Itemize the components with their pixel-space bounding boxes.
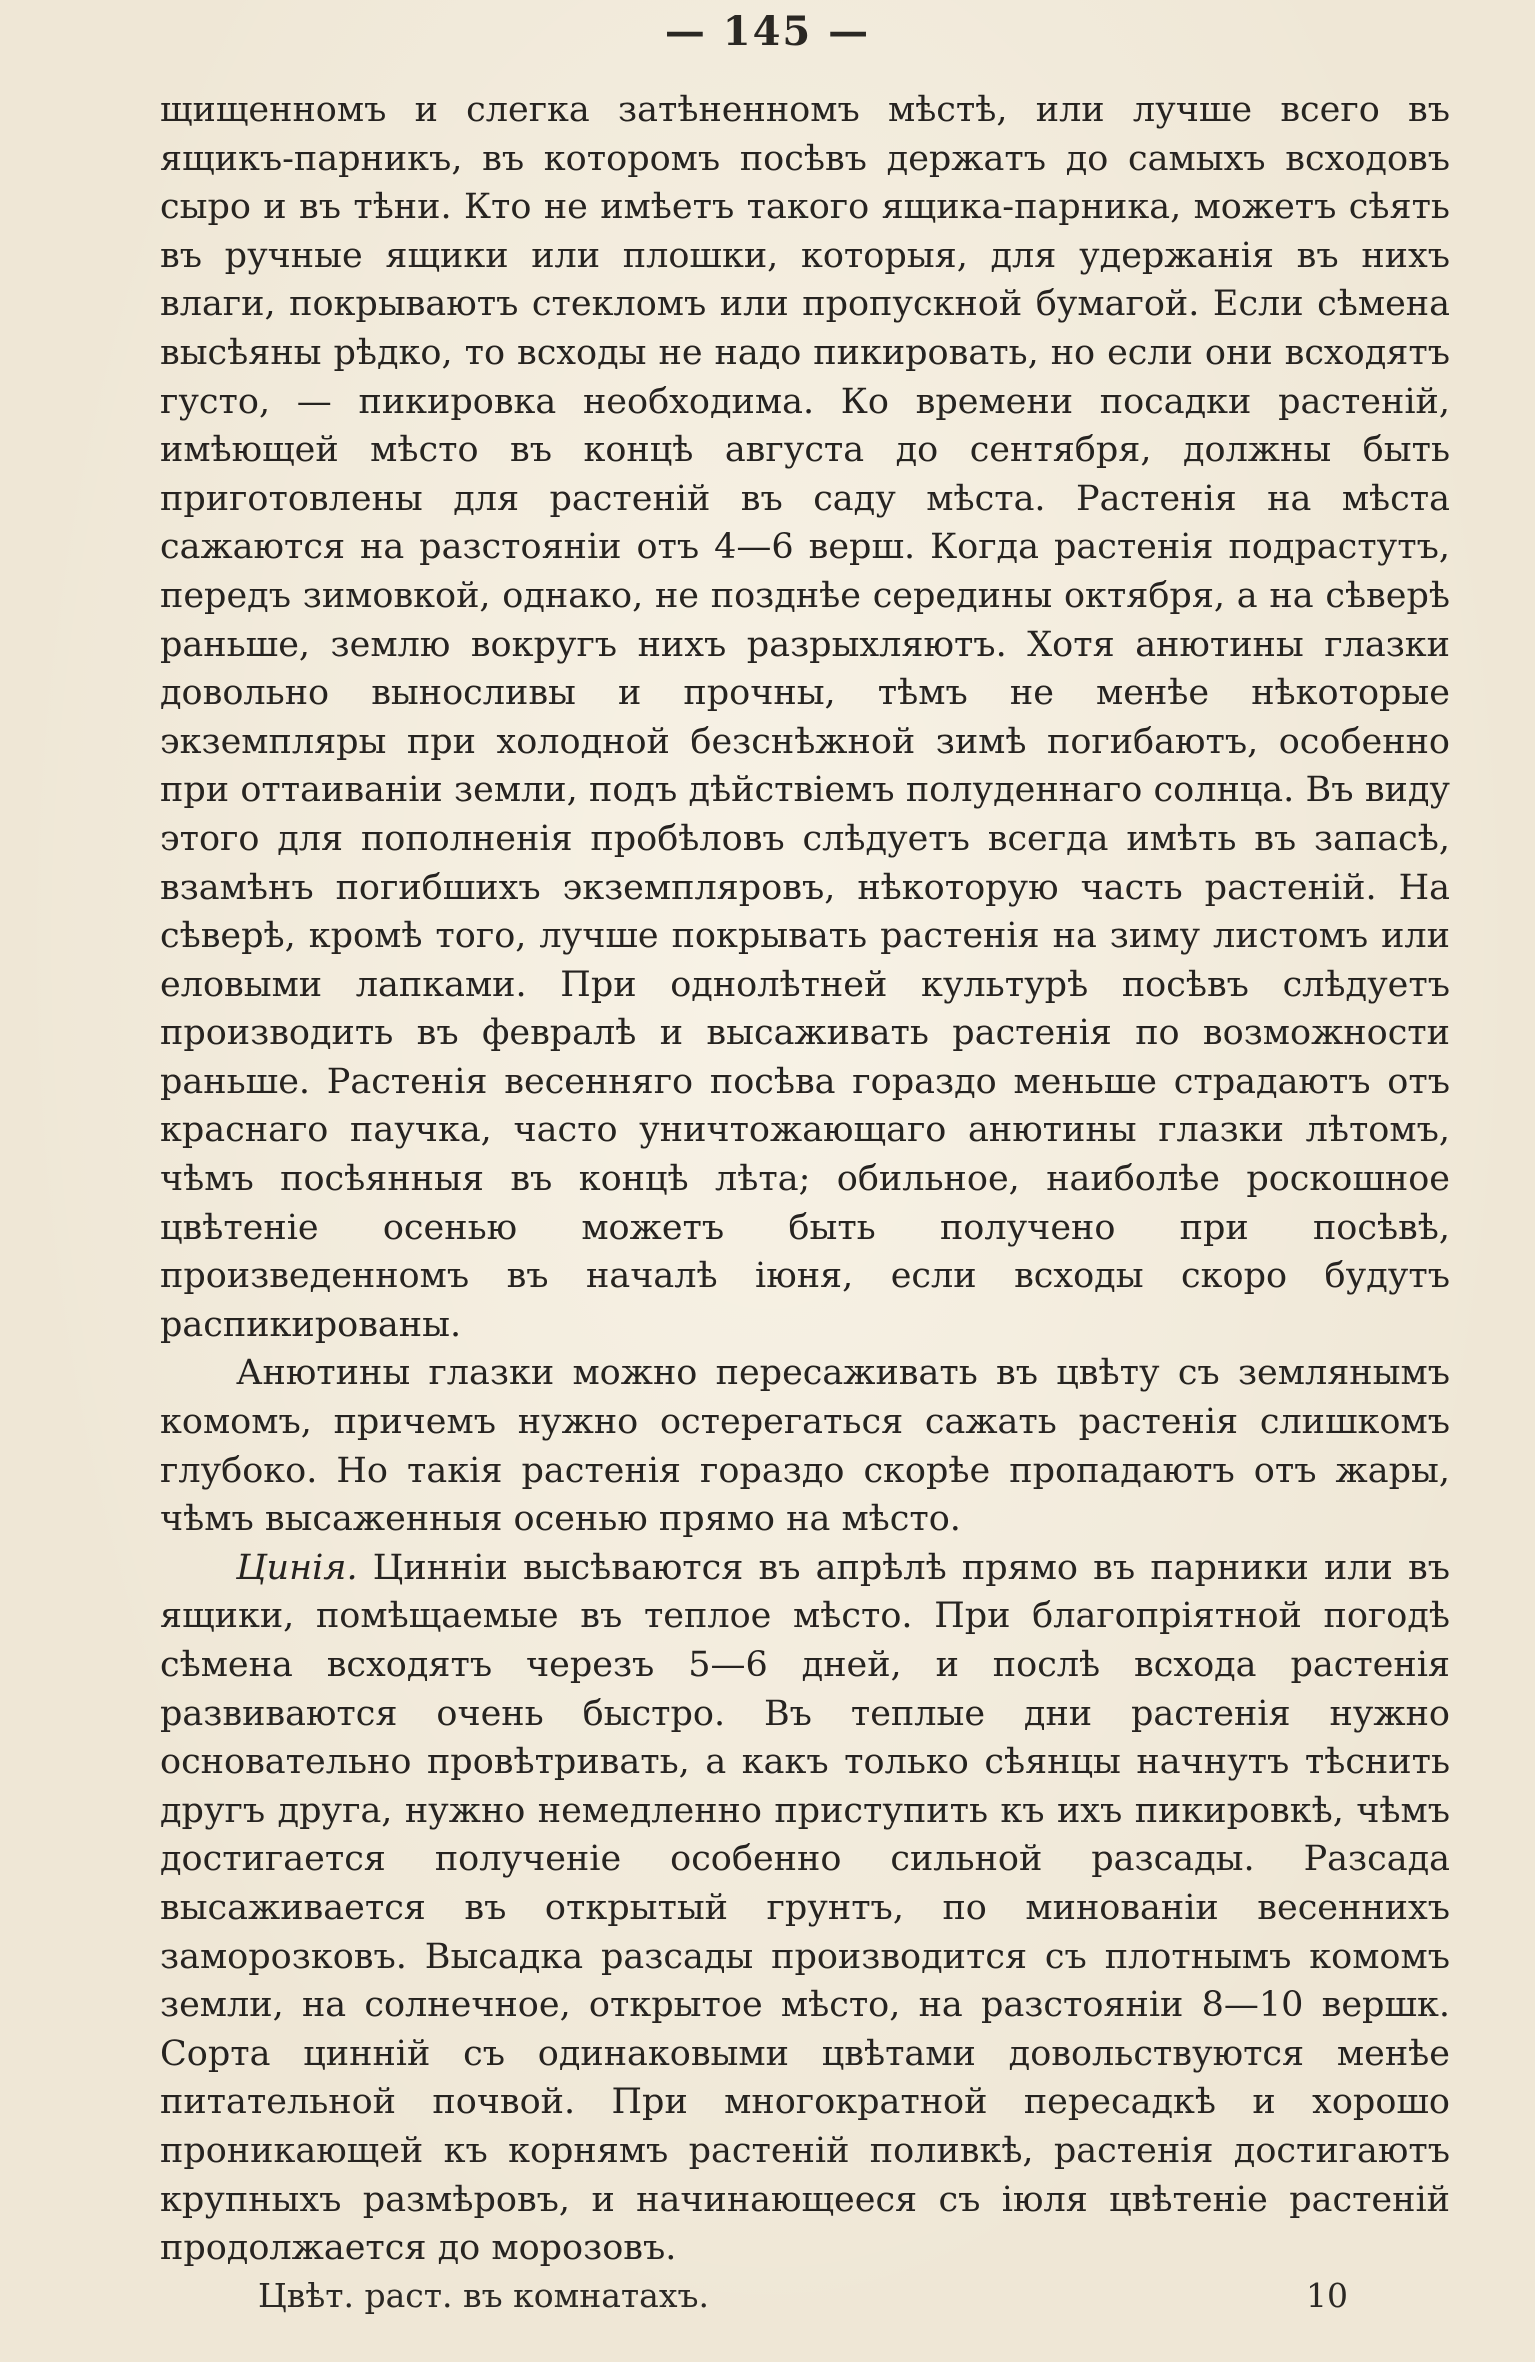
paragraph-text: Цинніи высѣваются въ апрѣлѣ прямо въ парники или въ ящики, помѣщаемые въ теплое мѣсто. При благопріятной погодѣ сѣмена всходятъ черезъ 5—6 дней, и послѣ всхода растенія развиваются очень быстро. Въ теплые дни растенія нужно основательно провѣтривать, а какъ только сѣянцы начнутъ тѣснить другъ друга, нужно немедленно приступить къ ихъ пикировкѣ, чѣмъ достигается полученіе особенно сильной разсады. Разсада высаживается въ открытый грунтъ, по минованіи весеннихъ заморозковъ. Высадка разсады производится съ плотнымъ комомъ земли, на солнечное, открытое мѣсто, на разстояніи 8—10 вершк. Сорта цинній съ одинаковыми цвѣтами довольствуются менѣе питательной почвой. При многократной пересадкѣ и хорошо проникающей къ корнямъ растеній поливкѣ, растенія достигаютъ крупныхъ размѣровъ, и начинающееся съ іюля цвѣтеніе растеній продолжается до морозовъ. (160, 1547, 1450, 2269)
body-text (160, 86, 1450, 2273)
paragraph-lead-zinnia: Цинія. (236, 1547, 358, 1588)
paragraph-text: щищенномъ и слегка затѣненномъ мѣстѣ, или лучше всего въ ящикъ-парникъ, въ которомъ посѣвъ держатъ до самыхъ всходовъ сыро и въ тѣни. Кто не имѣетъ такого ящика-парника, можетъ сѣять въ ручные ящики или плошки, которыя, для удержанія въ нихъ влаги, покрываютъ стекломъ или пропускной бумагой. Если сѣмена высѣяны рѣдко, то всходы не надо пикировать, но если они всходятъ густо, — пикировка необходима. Ко времени посадки растеній, имѣющей мѣсто въ концѣ августа до сентября, должны быть приготовлены для растеній въ саду мѣста. Растенія на мѣста сажаются на разстояніи отъ 4—6 верш. Когда растенія подрастутъ, передъ зимовкой, однако, не позднѣе середины октября, а на сѣверѣ раньше, землю вокругъ нихъ разрыхляютъ. Хотя анютины глазки довольно выносливы и прочны, тѣмъ не менѣе нѣкоторые экземпляры при холодной безснѣжной зимѣ погибаютъ, особенно при оттаиваніи земли, подъ дѣйствіемъ полуденнаго солнца. Въ виду этого для пополненія пробѣловъ слѣдуетъ всегда имѣть въ запасѣ, взамѣнъ погибшихъ экземпляровъ, нѣкоторую часть растеній. На сѣверѣ, кромѣ того, лучше покрывать растенія на зиму листомъ или еловыми лапками. При однолѣтней культурѣ посѣвъ слѣдуетъ производить въ февралѣ и высаживать растенія по возможности раньше. Растенія весенняго посѣва гораздо меньше страдаютъ отъ краснаго паучка, часто уничтожающаго анютины глазки лѣтомъ, чѣмъ посѣянныя въ концѣ лѣта; обильное, наиболѣе роскошное цвѣтеніе осенью можетъ быть получено при посѣвѣ, произведенномъ въ началѣ іюня, если всходы скоро будутъ распикированы. (160, 90, 1450, 1345)
paragraph-text: Анютины глазки можно пересаживать въ цвѣту съ землянымъ комомъ, причемъ нужно остерегаться сажать растенія слишкомъ глубоко. Но такія растенія гораздо скорѣе пропадаютъ отъ жары, чѣмъ высаженныя осенью прямо на мѣсто. (160, 1353, 1450, 1540)
paragraph-continuation (160, 86, 1450, 1349)
page-number: — 145 — (664, 8, 871, 55)
paragraph-transplanting (160, 1349, 1450, 1543)
footer-book-title: Цвѣт. раст. въ комнатахъ. (258, 2276, 709, 2315)
paragraph-zinnia (160, 1544, 1450, 2273)
footer-signature-number: 10 (1306, 2276, 1348, 2315)
